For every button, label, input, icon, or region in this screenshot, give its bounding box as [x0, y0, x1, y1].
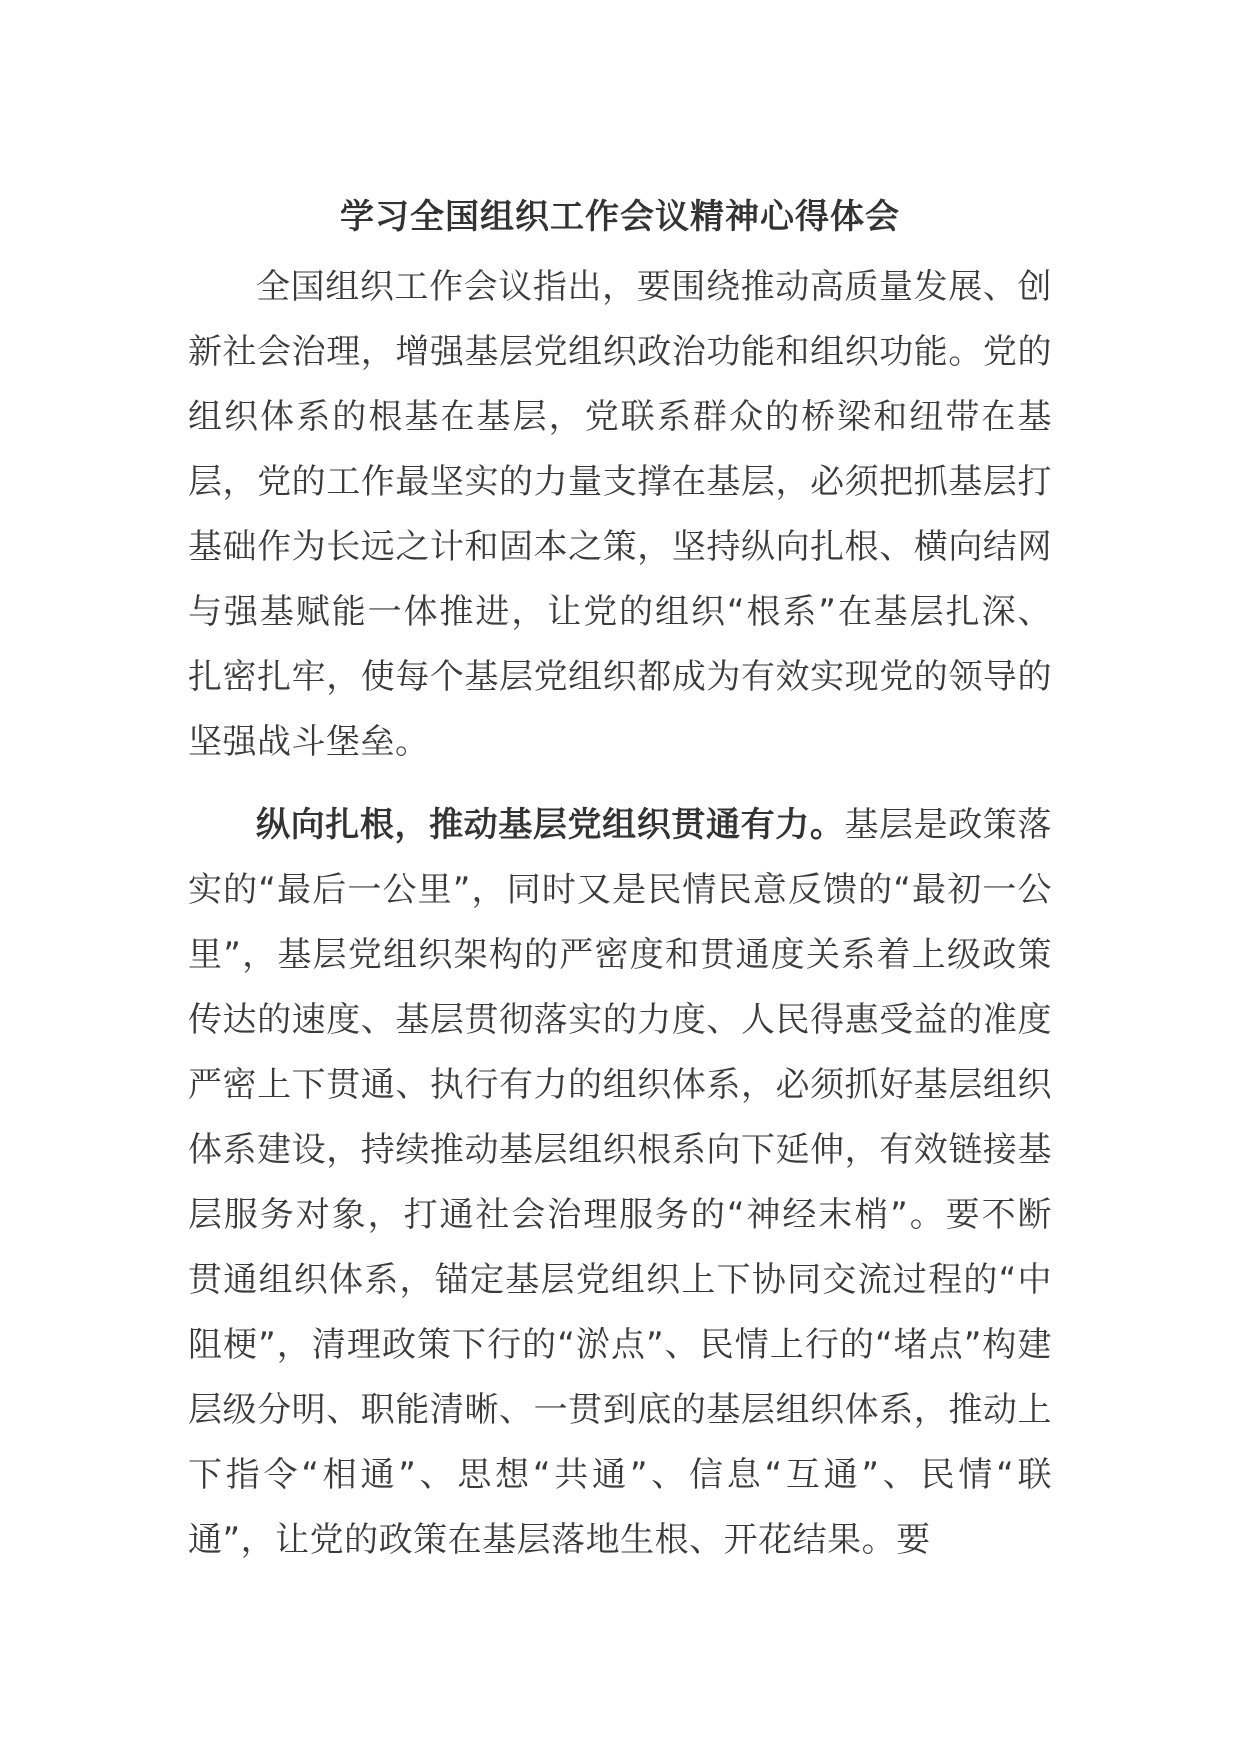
- paragraph-intro: [188, 255, 1052, 775]
- paragraph-vertical-rooting: [188, 793, 1052, 1573]
- paragraph-lead-heading: 纵向扎根，推动基层党组织贯通有力。: [256, 805, 845, 845]
- paragraph-intro-text: 全国组织工作会议指出，要围绕推动高质量发展、创新社会治理，增强基层党组织政治功能和组织功能。党的组织体系的根基在基层，党联系群众的桥梁和纽带在基层，党的工作最坚实的力量支撑在基层，必须把抓基层打基础作为长远之计和固本之策，坚持纵向扎根、横向结网与强基赋能一体推进，让党的组织“根系”在基层扎深、扎密扎牢，使每个基层党组织都成为有效实现党的领导的坚强战斗堡垒。: [188, 267, 1052, 762]
- paragraph-vertical-rooting-text: 基层是政策落实的“最后一公里”，同时又是民情民意反馈的“最初一公里”，基层党组织架构的严密度和贯通度关系着上级政策传达的速度、基层贯彻落实的力度、人民得惠受益的准度严密上下贯通、执行有力的组织体系，必须抓好基层组织体系建设，持续推动基层组织根系向下延伸，有效链接基层服务对象，打通社会治理服务的“神经末梢”。要不断贯通组织体系，锚定基层党组织上下协同交流过程的“中阻梗”，清理政策下行的“淤点”、民情上行的“堵点”构建层级分明、职能清晰、一贯到底的基层组织体系，推动上下指令“相通”、思想“共通”、信息“互通”、民情“联通”，让党的政策在基层落地生根、开花结果。要: [188, 805, 1053, 1560]
- document-page: [188, 195, 1052, 1573]
- document-title: 学习全国组织工作会议精神心得体会: [340, 197, 900, 237]
